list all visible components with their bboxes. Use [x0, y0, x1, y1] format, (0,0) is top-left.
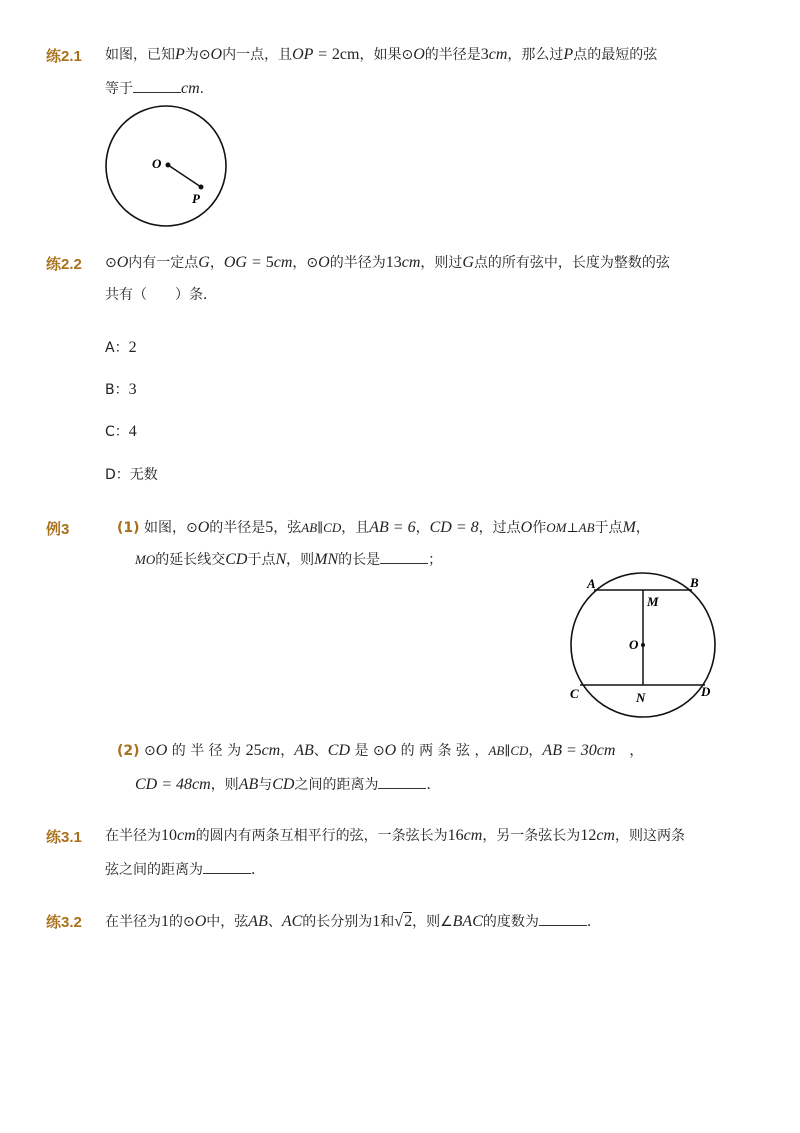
answer-blank [378, 774, 426, 789]
label-o: O [152, 156, 162, 171]
option-b[interactable]: B：3 [105, 381, 137, 398]
problem-label: 练3.2 [46, 914, 82, 931]
label-n: N [636, 690, 646, 705]
segment-op [168, 165, 201, 187]
example-3-part-1-line-1: (1) 如图，⊙O的半径是5，弦AB∥CD，且AB = 6，CD = 8，过点O作OM⊥AB于点M， [117, 519, 650, 536]
answer-blank [133, 78, 181, 93]
problem-3-1-line-1: 在半径为10cm的圆内有两条互相平行的弦，一条弦长为16cm，另一条弦长为12cm，则这两条 [105, 827, 685, 844]
label-a: A [587, 576, 596, 591]
answer-blank [539, 911, 587, 926]
label-o: O [629, 637, 639, 652]
point-p [199, 185, 204, 190]
problem-2-1-line-1: 如图，已知P为⊙O内一点，且OP = 2cm，如果⊙O的半径是3cm，那么过P点的最短的弦 [105, 46, 658, 63]
problem-2-1-line-2: 等于 cm. [105, 80, 205, 97]
problem-3-2-line-1: 在半径为1的⊙O中，弦AB、AC的长分别为1和√2，则∠BAC的度数为 ． [105, 913, 601, 930]
point-o [166, 163, 171, 168]
label-c: C [570, 686, 579, 701]
point-o [641, 643, 645, 647]
example-3-part-2-line-2: CD = 48cm，则AB与CD之间的距离为 ． [135, 776, 441, 793]
option-a[interactable]: A：2 [105, 339, 137, 356]
problem-label: 练3.1 [46, 829, 82, 846]
label-m: M [647, 594, 659, 609]
problem-2-2-line-1: ⊙O内有一定点G，OG = 5cm，⊙O的半径为13cm，则过G点的所有弦中，长度为整数的弦 [105, 254, 670, 271]
option-d[interactable]: D：无数 [105, 467, 158, 483]
circle-op-figure [100, 100, 230, 230]
option-c[interactable]: C：4 [105, 423, 137, 440]
label-b: B [690, 575, 699, 590]
chord-figure [562, 572, 722, 722]
problem-2-2-line-2: 共有（ ）条． [105, 287, 217, 303]
label-d: D [701, 684, 711, 699]
answer-blank [380, 549, 428, 564]
answer-blank [203, 859, 251, 874]
problem-label: 练2.1 [46, 48, 82, 65]
example-3-part-2-line-1: (2) ⊙O 的 半 径 为 25cm，AB、CD 是 ⊙O 的 两 条 弦 ，AB∥CD，AB = 30cm ， [117, 742, 644, 759]
example-label: 例3 [46, 521, 70, 538]
example-3-part-1-line-2: MO的延长线交CD于点N，则MN的长是 ； [135, 551, 443, 568]
label-p: P [192, 191, 200, 206]
problem-3-1-line-2: 弦之间的距离为 ． [105, 859, 265, 880]
problem-label: 练2.2 [46, 256, 82, 273]
sqrt-symbol: √ [394, 913, 404, 930]
